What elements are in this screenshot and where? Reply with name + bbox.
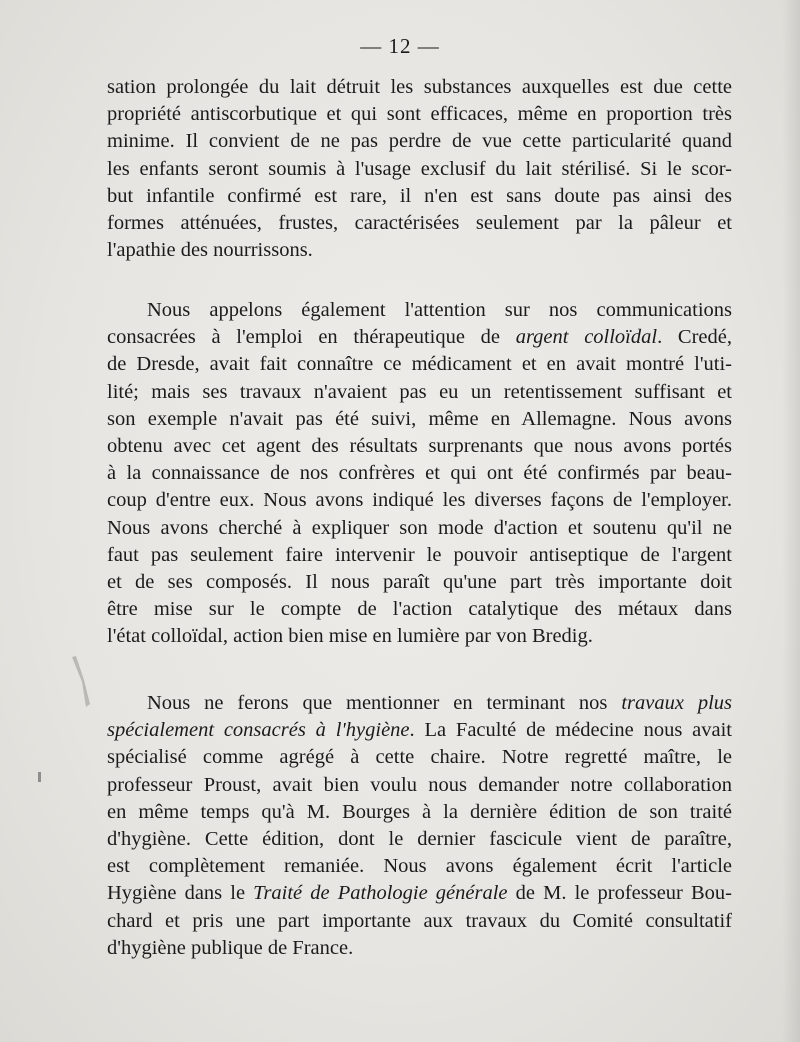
text-line: l'apathie des nourrissons.	[107, 239, 313, 262]
margin-tick-mark	[38, 772, 41, 782]
italic-term: Traité de Pathologie générale	[253, 882, 508, 905]
text-line: propriété antiscorbutique et qui sont efficaces, même en proportion très	[107, 103, 732, 126]
text-line: son exemple n'avait pas été suivi, même en Allemagne. Nous avons	[107, 407, 732, 430]
text-line	[107, 717, 732, 744]
text-line: formes atténuées, frustes, caractérisées seulement par la pâleur et	[107, 211, 732, 234]
text-line: coup d'entre eux. Nous avons indiqué les diverses façons de l'employer.	[107, 489, 732, 512]
text-line: être mise sur le compte de l'action catalytique des métaux dans	[107, 598, 732, 621]
text-line: d'hygiène. Cette édition, dont le dernier fascicule vient de paraître,	[107, 827, 732, 850]
italic-term: spécialement consacrés à l'hygiène	[107, 719, 410, 742]
text-line: but infantile confirmé est rare, il n'en est sans doute pas ainsi des	[107, 184, 732, 207]
paragraph-3	[107, 690, 732, 962]
text-line: obtenu avec cet agent des résultats surprenants que nous avons portés	[107, 434, 732, 457]
text-line: faut pas seulement faire intervenir le pouvoir antiseptique de l'argent	[107, 543, 732, 566]
ink-smudge-mark	[64, 652, 104, 712]
text-segment: . La Faculté de médecine nous avait	[409, 719, 732, 742]
text-segment: Nous ne ferons que mentionner en terminant nos	[147, 692, 622, 714]
text-line: Nous avons cherché à expliquer son mode d'action et soutenu qu'il ne	[107, 516, 732, 539]
text-line: et de ses composés. Il nous paraît qu'une part très importante doit	[107, 570, 732, 593]
page-edge-shadow	[782, 0, 800, 1042]
text-segment: Hygiène dans le	[107, 882, 254, 905]
text-line: spécialisé comme agrégé à cette chaire. Notre regretté maître, le	[107, 746, 732, 769]
text-line: est complètement remaniée. Nous avons également écrit l'article	[107, 855, 732, 878]
text-line: les enfants seront soumis à l'usage exclusif du lait stérilisé. Si le scor-	[107, 157, 732, 180]
italic-term: travaux plus	[621, 692, 732, 714]
italic-term: argent colloïdal	[515, 326, 658, 349]
text-line: Nous appelons également l'attention sur nos communications	[147, 299, 732, 321]
page-number: — 12 —	[360, 34, 440, 58]
text-segment: consacrées à l'emploi en thérapeutique de	[107, 326, 516, 349]
text-line: sation prolongée du lait détruit les substances auxquelles est due cette	[107, 76, 732, 98]
text-line: en même temps qu'à M. Bourges à la dernière édition de son traité	[107, 800, 732, 823]
text-line	[107, 880, 732, 907]
text-line: chard et pris une part importante aux travaux du Comité consultatif	[107, 909, 732, 932]
text-segment: . Credé,	[657, 326, 732, 349]
text-line: l'état colloïdal, action bien mise en lumière par von Bredig.	[107, 625, 593, 648]
paragraph-1	[107, 74, 732, 264]
text-segment: de M. le professeur Bou-	[507, 882, 733, 905]
paragraph-2	[107, 297, 732, 650]
text-line: de Dresde, avait fait connaître ce médicament et en avait montré l'uti-	[107, 353, 732, 376]
text-line: minime. Il convient de ne pas perdre de vue cette particularité quand	[107, 130, 732, 153]
text-line: lité; mais ses travaux n'avaient pas eu un retentissement suffisant et	[107, 380, 732, 403]
text-line	[107, 324, 732, 351]
text-line: d'hygiène publique de France.	[107, 936, 354, 959]
text-line	[107, 690, 732, 717]
text-line: à la connaissance de nos confrères et qui ont été confirmés par beau-	[107, 462, 732, 485]
text-line: professeur Proust, avait bien voulu nous demander notre collaboration	[107, 773, 732, 796]
